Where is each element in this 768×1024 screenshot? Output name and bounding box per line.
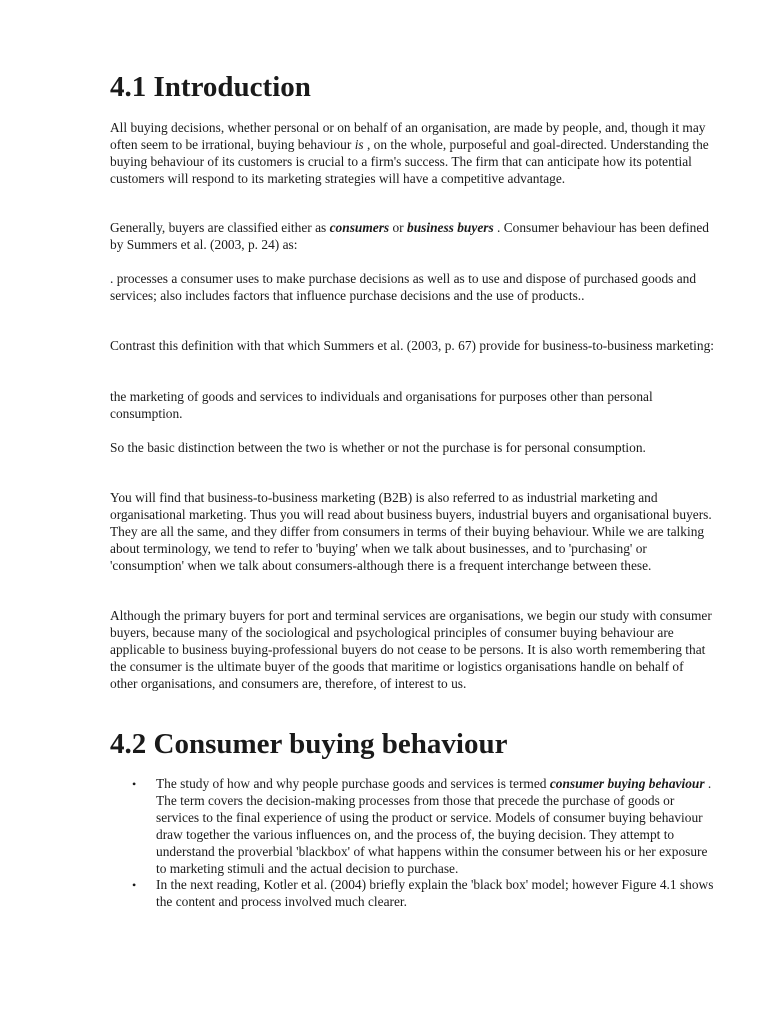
li2-text: In the next reading, Kotler et al. (2004) briefly explain the 'black box' model; however Figure 4.1 shows the content and process involved much clearer. xyxy=(156,877,714,910)
intro-p1-rest: , on the whole, purposeful and goal-directed. Understanding the buying behaviour of its customers is crucial to a firm's success. The firm that can anticipate how its potential customers will respond to its marketing strategies will have a competitive advantage. xyxy=(110,136,709,186)
bullet-icon: • xyxy=(132,777,137,791)
intro-paragraph-3-quote: . processes a consumer uses to make purchase decisions as well as to use and dispose of purchased goods and services; also includes factors that influence purchase decisions and the use of products.. xyxy=(110,271,697,303)
li1-text-a: The study of how and why people purchase goods and services is termed xyxy=(156,776,550,791)
intro-paragraph-6: So the basic distinction between the two is whether or not the purchase is for personal consumption. xyxy=(110,440,646,455)
term-consumer-buying-behaviour: consumer buying behaviour xyxy=(549,776,705,791)
intro-p2-text-c: . Consumer behaviour has been defined by Summers et al. (2003, p. 24) as: xyxy=(110,220,709,252)
term-business-buyers: business buyers xyxy=(407,220,494,235)
section-heading-consumer-buying-behaviour: 4.2 Consumer buying behaviour xyxy=(110,728,508,760)
intro-paragraph-5-quote: the marketing of goods and services to individuals and organisations for purposes other than personal consumption. xyxy=(110,389,653,421)
bullet-icon: • xyxy=(132,878,137,893)
term-consumers: consumers xyxy=(329,220,390,235)
section-heading-introduction: 4.1 Introduction xyxy=(110,71,311,103)
li1-text-b: . The term covers the decision-making processes from those that precede the purchase of goods or services to the final experience of using the product or service. Models of consumer buying behaviour draw together the various influences on, and the process of, the buying decision. They attempt to understand the proverbial 'blackbox' of what happens within the consumer between his or her exposure to marketing stimuli and the actual decision to purchase. xyxy=(156,776,712,876)
list-item xyxy=(132,776,716,877)
intro-p1-text: All buying decisions, whether personal or on behalf of an organisation, are made by people, and, though it may often seem to be irrational, buying behaviour xyxy=(110,120,706,152)
intro-paragraph-2 xyxy=(110,220,714,254)
intro-paragraph-7: You will find that business-to-business marketing (B2B) is also referred to as industrial marketing and organisational marketing. Thus you will read about business buyers, industrial buyers and organisational buyers. They are all the same, and they differ from consumers in terms of their buying behaviour. While we are talking about terminology, we tend to refer to 'buying' when we talk about businesses, and to 'purchasing' or 'consumption' when we talk about consumers-although there is a frequent interchange between these. xyxy=(110,490,712,573)
intro-paragraph-8: Although the primary buyers for port and terminal services are organisations, we begin our study with consumer buyers, because many of the sociological and psychological principles of consumer buying behaviour are applicable to business buying-professional buyers do not cease to be persons. It is also worth remembering that the consumer is the ultimate buyer of the goods that maritime or logistics organisations handle on behalf of other organisations, and consumers are, therefore, of interest to us. xyxy=(110,608,712,691)
intro-p2-text-a: Generally, buyers are classified either as xyxy=(110,220,330,235)
intro-paragraph-1 xyxy=(110,120,714,188)
list-item xyxy=(132,877,716,911)
intro-paragraph-4: Contrast this definition with that which Summers et al. (2003, p. 67) provide for business-to-business marketing: xyxy=(110,338,714,353)
consumer-bullet-list xyxy=(110,776,716,911)
intro-p1-emphasis: is xyxy=(354,136,364,152)
intro-p2-text-b: or xyxy=(389,220,407,235)
